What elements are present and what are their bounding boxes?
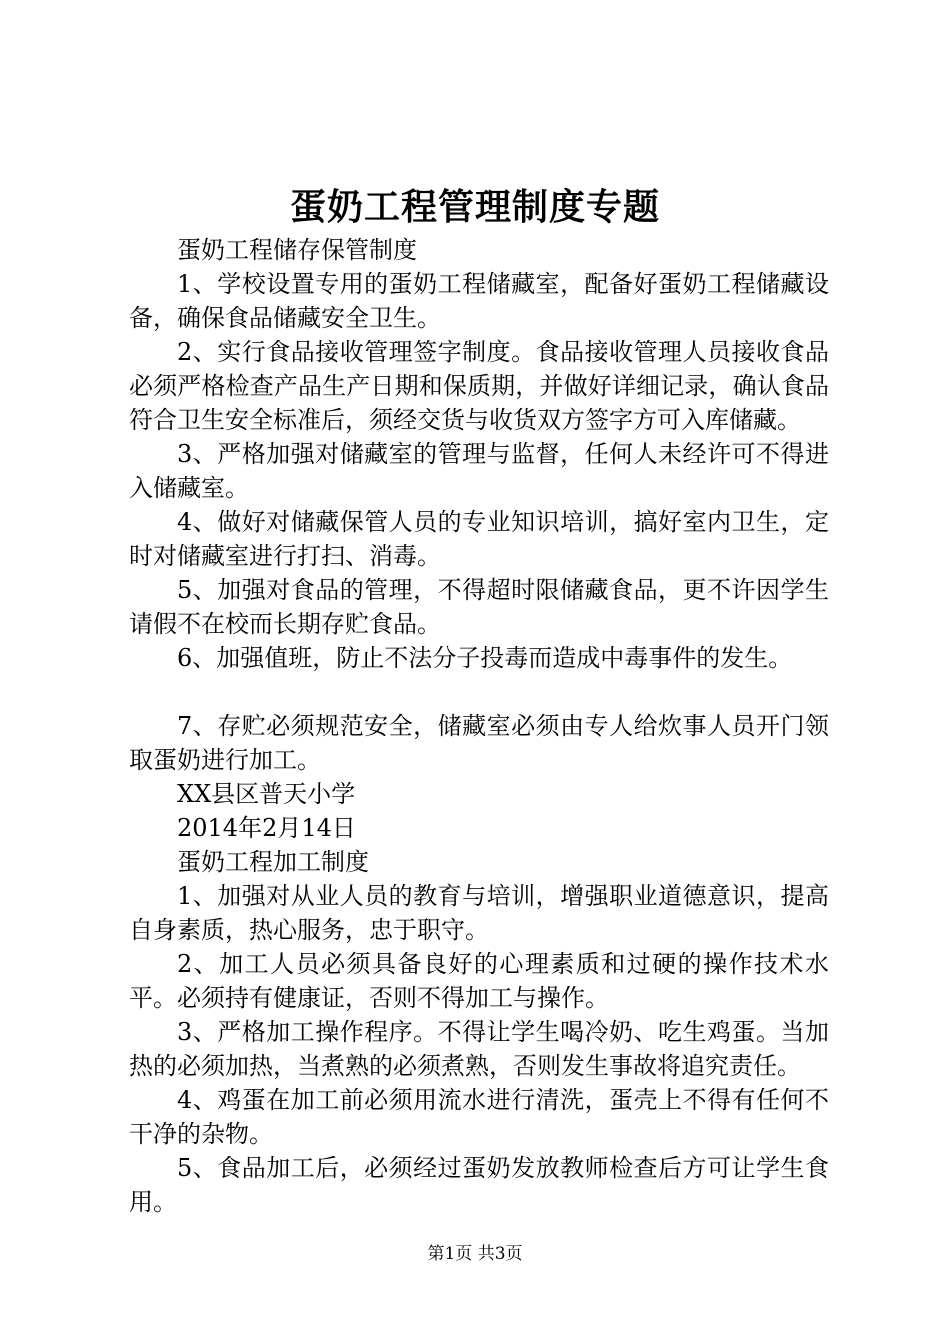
storage-rule-3: 3、严格加强对储藏室的管理与监督，任何人未经许可不得进入储藏室。 [129,440,829,502]
processing-rule-5: 5、食品加工后，必须经过蛋奶发放教师检查后方可让学生食用。 [129,1154,829,1216]
processing-rule-3: 3、严格加工操作程序。不得让学生喝冷奶、吃生鸡蛋。当加热的必须加热，当煮熟的必须煮熟，否则发生事故将追究责任。 [129,1018,829,1080]
section-heading-storage: 蛋奶工程储存保管制度 [177,236,417,264]
document-body [129,233,829,1219]
section-heading-processing: 蛋奶工程加工制度 [177,848,369,876]
storage-rule-6: 6、加强值班，防止不法分子投毒而造成中毒事件的发生。 [177,644,793,672]
storage-rule-5: 5、加强对食品的管理，不得超时限储藏食品，更不许因学生请假不在校而长期存贮食品。 [129,576,829,638]
document-date: 2014年2月14日 [177,814,356,842]
school-name: XX县区普天小学 [177,780,356,808]
storage-rule-2: 2、实行食品接收管理签字制度。食品接收管理人员接收食品必须严格检查产品生产日期和保质期，并做好详细记录，确认食品符合卫生安全标准后，须经交货与收货双方签字方可入库储藏。 [129,338,829,434]
storage-rule-7: 7、存贮必须规范安全，储藏室必须由专人给炊事人员开门领取蛋奶进行加工。 [129,712,829,774]
processing-rule-2: 2、加工人员必须具备良好的心理素质和过硬的操作技术水平。必须持有健康证，否则不得加工与操作。 [129,950,829,1012]
page-footer: 第1页 共3页 [427,1244,523,1264]
storage-rule-1: 1、学校设置专用的蛋奶工程储藏室，配备好蛋奶工程储藏设备，确保食品储藏安全卫生。 [129,270,829,332]
processing-rule-4: 4、鸡蛋在加工前必须用流水进行清洗，蛋壳上不得有任何不干净的杂物。 [129,1086,829,1148]
storage-rule-4: 4、做好对储藏保管人员的专业知识培训，搞好室内卫生，定时对储藏室进行打扫、消毒。 [129,508,829,570]
document-title: 蛋奶工程管理制度专题 [289,186,660,228]
blank-line [129,675,829,709]
processing-rule-1: 1、加强对从业人员的教育与培训，增强职业道德意识，提高自身素质，热心服务，忠于职守。 [129,882,829,944]
